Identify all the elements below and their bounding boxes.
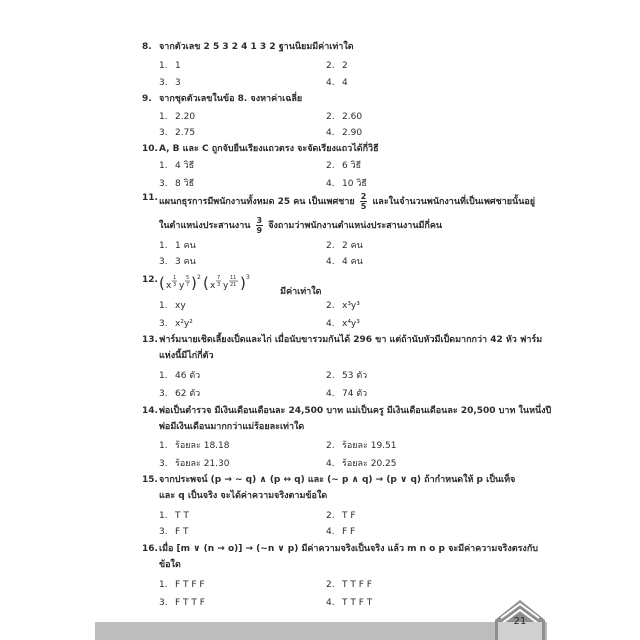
question-11: [142, 190, 536, 238]
question-14: [142, 403, 552, 435]
question-text: แห่งนี้มีไก่กี่ตัว: [159, 351, 214, 361]
option-3: 3. 8 วิธี: [159, 179, 195, 189]
svg-text:): ): [191, 274, 197, 292]
svg-text:(: (: [203, 274, 209, 292]
question-15: [142, 472, 514, 504]
option-1: 1. xy: [159, 301, 186, 311]
option-2: 2. T F: [326, 511, 356, 521]
question-text: จากประพจน์ (p → ∼ q) ∧ (p ↔ q) และ (∼ p ∧ q) → (p ∨ q) ถ้ากำหนดให้ p เป็นเท็จ: [159, 475, 516, 485]
option-2: 2. T T F F: [326, 580, 372, 590]
question-text: A, B และ C ถูกจับยืนเรียงแถวตรง จะจัดเรียงแถวได้กี่วิธี: [159, 144, 379, 154]
question-text: มีค่าเท่าใด: [280, 287, 322, 297]
svg-text:21: 21: [230, 282, 237, 288]
svg-text:2: 2: [197, 274, 201, 281]
question-number: 11.: [142, 193, 158, 203]
question-text: ในตำแหน่งประสานงาน: [159, 221, 251, 231]
option-1: 1. F T F F: [159, 580, 205, 590]
option-1: 1. T T: [159, 511, 189, 521]
question-number: 10.: [142, 144, 158, 154]
svg-text:7: 7: [217, 275, 221, 281]
question-text: พ่อเป็นตำรวจ มีเงินเดือนเดือนละ 24,500 บาท แม่เป็นครู มีเงินเดือนเดือนละ 20,500 บาท ในหนึ่งปี: [159, 406, 552, 416]
option-1: 1. 1: [159, 61, 181, 71]
option-3: 3. 3: [159, 78, 181, 88]
option-2: 2. ร้อยละ 19.51: [326, 441, 397, 451]
question-text: จากตัวเลข 2 5 3 2 4 1 3 2 ฐานนิยมมีค่าเท่าใด: [159, 42, 354, 52]
option-1: 1. 46 ตัว: [159, 371, 201, 381]
svg-text:x: x: [166, 281, 172, 291]
question-number: 9.: [142, 94, 152, 104]
svg-text:3: 3: [173, 282, 177, 288]
option-2: 2. 6 วิธี: [326, 161, 362, 171]
question-8: [142, 39, 514, 55]
question-number: 15.: [142, 475, 158, 485]
option-4: 4. 74 ตัว: [326, 389, 368, 399]
option-3: 3. ร้อยละ 21.30: [159, 459, 230, 469]
question-text: แผนกธุรการมีพนักงานทั้งหมด 25 คน เป็นเพศชาย: [159, 197, 355, 207]
question-number: 14.: [142, 406, 158, 416]
option-2: 2. 2.60: [326, 112, 363, 122]
option-4: 4. 4 คน: [326, 257, 363, 267]
option-2: 2. x³y³: [326, 301, 360, 311]
fraction: $\frac{2}{5}$: [360, 192, 367, 211]
fraction: $\frac{3}{9}$: [256, 216, 263, 235]
question-text: จึงถามว่าพนักงานตำแหน่งประสานงานมีกี่คน: [268, 221, 443, 231]
question-text: และ q เป็นจริง จะได้ค่าความจริงตามข้อใด: [159, 491, 328, 501]
question-number: 12.: [142, 275, 158, 285]
svg-text:1: 1: [173, 275, 177, 281]
option-3: 3. 62 ตัว: [159, 389, 201, 399]
question-10: [142, 141, 514, 157]
question-number: 13.: [142, 335, 158, 345]
option-1: 1. ร้อยละ 18.18: [159, 441, 230, 451]
svg-text:): ): [240, 274, 246, 292]
option-4: 4. F F: [326, 527, 356, 537]
svg-text:5: 5: [186, 275, 190, 281]
option-3: 3. 2.75: [159, 128, 196, 138]
svg-text:11: 11: [230, 275, 237, 281]
option-1: 1. 2.20: [159, 112, 196, 122]
svg-text:3: 3: [246, 274, 250, 281]
option-3: 3. F T: [159, 527, 189, 537]
math-expression: [159, 272, 271, 303]
question-text: พ่อมีเงินเดือนมากกว่าแม่ร้อยละเท่าใด: [159, 422, 305, 432]
option-1: 1. 4 วิธี: [159, 161, 195, 171]
option-2: 2. 2: [326, 61, 348, 71]
option-1: 1. 1 คน: [159, 241, 196, 251]
option-4: 4. 4: [326, 78, 348, 88]
option-3: 3. 3 คน: [159, 257, 196, 267]
question-text: จากชุดตัวเลขในข้อ 8. จงหาค่าเฉลี่ย: [159, 94, 303, 104]
question-text: ฟาร์มนายเชิดเลี้ยงเป็ดและไก่ เมื่อนับขารวมกันได้ 296 ขา แต่ถ้านับหัวมีเป็ดมากกว่า 42 หัว ฟาร์ม: [159, 335, 543, 345]
option-4: 4. ร้อยละ 20.25: [326, 459, 397, 469]
power-expression-graphic: [159, 272, 271, 294]
option-2: 2. 53 ตัว: [326, 371, 368, 381]
option-4: 4. x⁴y³: [326, 319, 360, 329]
svg-text:3: 3: [217, 282, 221, 288]
footer-bar: [95, 622, 547, 640]
svg-text:y: y: [179, 281, 185, 291]
svg-text:(: (: [159, 274, 165, 292]
option-4: 4. T T F T: [326, 598, 373, 608]
page-number: 21: [513, 616, 527, 627]
svg-text:x: x: [210, 281, 216, 291]
question-number: 8.: [142, 42, 152, 52]
option-4: 4. 10 วิธี: [326, 179, 367, 189]
question-number: 16.: [142, 544, 158, 554]
option-3: 3. x²y²: [159, 319, 193, 329]
question-text: เมื่อ [m ∨ (n → o)] → (∼n ∨ p) มีค่าความจริงเป็นจริง แล้ว m n o p จะมีค่าความจริงตรงกับ: [159, 544, 538, 554]
option-3: 3. F T T F: [159, 598, 205, 608]
svg-text:y: y: [223, 281, 229, 291]
question-12: [142, 272, 514, 297]
question-text: และในจำนวนพนักงานที่เป็นเพศชายนั้นอยู่: [372, 197, 536, 207]
question-16: [142, 541, 538, 573]
svg-text:7: 7: [186, 282, 190, 288]
option-2: 2. 2 คน: [326, 241, 363, 251]
question-text: ข้อใด: [159, 560, 181, 570]
question-13: [142, 332, 543, 364]
question-9: [142, 91, 514, 107]
option-4: 4. 2.90: [326, 128, 363, 138]
